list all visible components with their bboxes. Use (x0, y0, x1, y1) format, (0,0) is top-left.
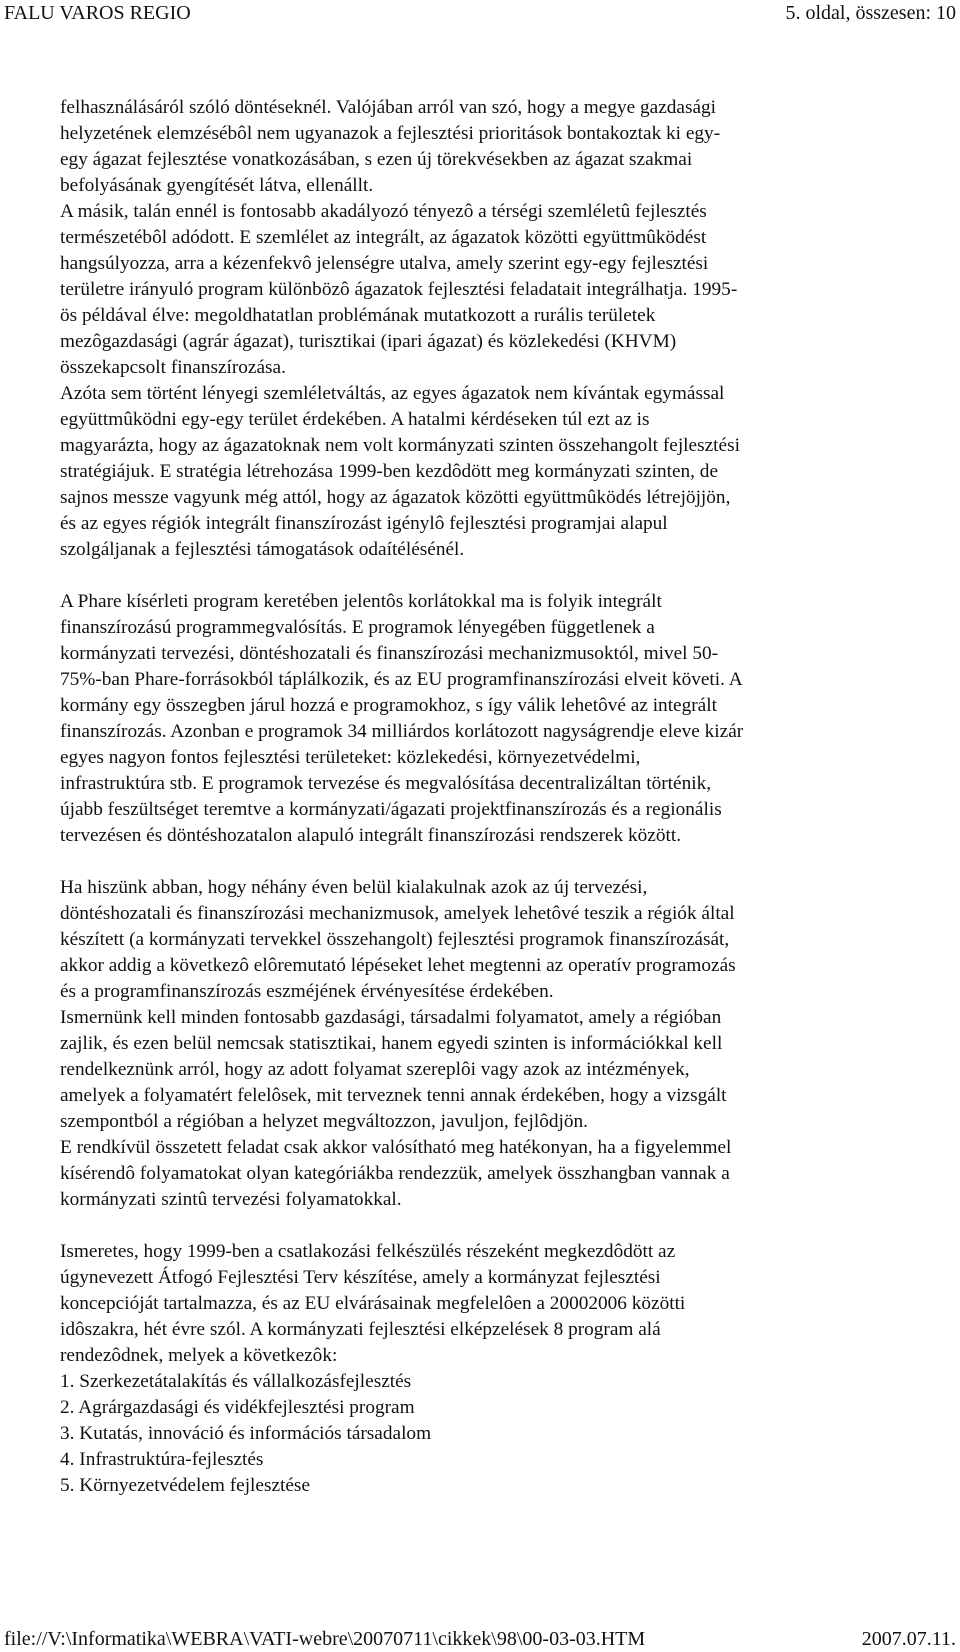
text-line: kormányzati tervezési, döntéshozatali és finanszírozási mechanizmusoktól, mivel 50- (60, 643, 719, 664)
text-line: ös példával élve: megoldhatatlan problémának mutatkozott a rurális területek (60, 305, 656, 326)
text-line: Ismeretes, hogy 1999-ben a csatlakozási felkészülés részeként megkezdôdött az (60, 1241, 676, 1262)
text-line: kísérendô folyamatokat olyan kategóriákba rendezzük, amelyek összhangban vannak a (60, 1163, 730, 1184)
text-line: finanszírozás. Azonban e programok 34 milliárdos korlátozott nagyságrendje eleve kizár (60, 721, 744, 742)
program-list (60, 1369, 940, 1499)
paragraph (60, 95, 940, 199)
text-line: akkor addig a következô elôremutató lépéseket lehet megtenni az operatív programozás (60, 955, 736, 976)
text-line: stratégiájuk. E stratégia létrehozása 1999-ben kezdôdött meg kormányzati szinten, de (60, 461, 719, 482)
text-line: és az egyes régiók integrált finanszírozást igénylô fejlesztési programjai alapul (60, 513, 668, 534)
text-line: zajlik, és ezen belül nemcsak statisztikai, hanem egyedi szinten is információkkal kell (60, 1033, 723, 1054)
program-list-item: 4. Infrastruktúra-fejlesztés (60, 1449, 264, 1470)
text-line: egyes nagyon fontos fejlesztési területeket: közlekedési, környezetvédelmi, (60, 747, 641, 768)
text-line: finanszírozású programmegvalósítás. E programok lényegében függetlenek a (60, 617, 655, 638)
text-line: A másik, talán ennél is fontosabb akadályozó tényezô a térségi szemléletû fejlesztés (60, 201, 707, 222)
page-footer (4, 1626, 956, 1652)
paragraph (60, 1239, 940, 1369)
header-page-info: 5. oldal, összesen: 10 (785, 2, 956, 24)
text-line: rendelkeznünk arról, hogy az adott folyamat szereplôi vagy azok az intézmények, (60, 1059, 690, 1080)
text-line: hangsúlyozza, arra a kézenfekvô jelenségre utalva, amely szerint egy-egy fejlesztési (60, 253, 709, 274)
page-header (4, 0, 956, 26)
footer-file-path: file://V:\Informatika\WEBRA\VATI-webre\20070711\cikkek\98\00-03-03.HTM (4, 1628, 646, 1650)
article-body (60, 95, 940, 1369)
header-title: FALU VAROS REGIO (4, 2, 191, 24)
text-line: rendezôdnek, melyek a következôk: (60, 1345, 338, 1366)
text-line: amelyek a folyamatért felelôsek, mit terveznek tenni annak érdekében, hogy a vizsgált (60, 1085, 727, 1106)
text-line: kormányzati szintû tervezési folyamatokkal. (60, 1189, 402, 1210)
text-line: összekapcsolt finanszírozása. (60, 357, 286, 378)
text-line: Azóta sem történt lényegi szemléletváltás, az egyes ágazatok nem kívántak egymással (60, 383, 725, 404)
footer-date: 2007.07.11. (861, 1628, 956, 1650)
page-content (60, 95, 940, 1499)
text-line: döntéshozatali és finanszírozási mechanizmusok, amelyek lehetôvé teszik a régiók által (60, 903, 735, 924)
program-list-item: 5. Környezetvédelem fejlesztése (60, 1475, 310, 1496)
text-line: E rendkívül összetett feladat csak akkor valósítható meg hatékonyan, ha a figyelemmel (60, 1137, 732, 1158)
paragraph (60, 875, 940, 1005)
program-list-item: 3. Kutatás, innováció és információs társadalom (60, 1423, 432, 1444)
text-line: természetébôl adódott. E szemlélet az integrált, az ágazatok közötti együttmûködést (60, 227, 707, 248)
text-line: és a programfinanszírozás eszméjének érvényesítése érdekében. (60, 981, 554, 1002)
text-line: Ha hiszünk abban, hogy néhány éven belül kialakulnak azok az új tervezési, (60, 877, 648, 898)
text-line: újabb feszültséget teremtve a kormányzati/ágazati projektfinanszírozás és a regionális (60, 799, 722, 820)
text-line: infrastruktúra stb. E programok tervezése és megvalósítása decentralizáltan történik, (60, 773, 712, 794)
paragraph (60, 199, 940, 381)
text-line: készített (a kormányzati tervekkel összehangolt) fejlesztési programok finanszírozását, (60, 929, 730, 950)
text-line: úgynevezett Átfogó Fejlesztési Terv készítése, amely a kormányzat fejlesztési (60, 1267, 661, 1288)
text-line: magyarázta, hogy az ágazatoknak nem volt kormányzati szinten összehangolt fejlesztési (60, 435, 740, 456)
text-line: Ismernünk kell minden fontosabb gazdasági, társadalmi folyamatot, amely a régióban (60, 1007, 722, 1028)
text-line: kormány egy összegben járul hozzá e programokhoz, s így válik lehetôvé az integrált (60, 695, 717, 716)
text-line: helyzetének elemzésébôl nem ugyanazok a fejlesztési prioritások bontakoztak ki egy- (60, 123, 721, 144)
text-line: A Phare kísérleti program keretében jelentôs korlátokkal ma is folyik integrált (60, 591, 662, 612)
text-line: 75%-ban Phare-forrásokból táplálkozik, és az EU programfinanszírozási elveit követi. A (60, 669, 743, 690)
text-line: koncepcióját tartalmazza, és az EU elvárásainak megfelelôen a 20002006 közötti (60, 1293, 686, 1314)
text-line: szolgáljanak a fejlesztési támogatások odaítélésénél. (60, 539, 465, 560)
paragraph (60, 589, 940, 849)
program-list-item: 1. Szerkezetátalakítás és vállalkozásfejlesztés (60, 1371, 412, 1392)
text-line: befolyásának gyengítését látva, ellenállt. (60, 175, 374, 196)
paragraph (60, 1005, 940, 1135)
text-line: mezôgazdasági (agrár ágazat), turisztikai (ipari ágazat) és közlekedési (KHVM) (60, 331, 677, 352)
text-line: területre irányuló program különbözô ágazatok fejlesztési feladatait integrálhatja. 1995- (60, 279, 738, 300)
text-line: sajnos messze vagyunk még attól, hogy az ágazatok közötti együttmûködés létrejöjjön, (60, 487, 731, 508)
text-line: egy ágazat fejlesztése vonatkozásában, s ezen új törekvésekben az ágazat szakmai (60, 149, 693, 170)
text-line: szempontból a régióban a helyzet megváltozzon, javuljon, fejlôdjön. (60, 1111, 588, 1132)
text-line: együttmûködni egy-egy terület érdekében. A hatalmi kérdéseken túl ezt az is (60, 409, 650, 430)
paragraph (60, 1135, 940, 1213)
program-list-item: 2. Agrárgazdasági és vidékfejlesztési program (60, 1397, 415, 1418)
paragraph (60, 381, 940, 563)
text-line: idôszakra, hét évre szól. A kormányzati fejlesztési elképzelések 8 program alá (60, 1319, 661, 1340)
text-line: felhasználásáról szóló döntéseknél. Valójában arról van szó, hogy a megye gazdasági (60, 97, 717, 118)
text-line: tervezésen és döntéshozatalon alapuló integrált finanszírozási rendszerek között. (60, 825, 682, 846)
